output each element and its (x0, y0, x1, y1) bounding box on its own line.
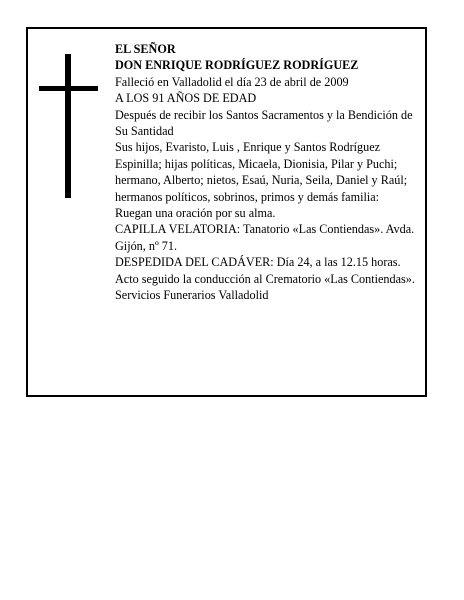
prayer-line: Ruegan una oración por su alma. (115, 206, 276, 221)
notice-text (115, 41, 421, 304)
chapel-paragraph: CAPILLA VELATORIA: Tanatorio «Las Contiendas». Avda. Gijón, nº 71. (115, 222, 415, 253)
death-date-line: Falleció en Valladolid el día 23 de abril de 2009 (115, 74, 349, 89)
funeral-services-line: Servicios Funerarios Valladolid (115, 288, 269, 303)
cross-icon (39, 54, 98, 198)
cross-vertical-bar (65, 54, 71, 198)
farewell-paragraph: DESPEDIDA DEL CADÁVER: Día 24, a las 12.15 horas. Acto seguido la conducción al Crematorio «Las Contiendas». (115, 255, 415, 286)
deceased-name: DON ENRIQUE RODRÍGUEZ RODRÍGUEZ (115, 58, 359, 73)
sacraments-paragraph: Después de recibir los Santos Sacramentos y la Bendición de Su Santidad (115, 107, 413, 139)
obituary-notice (26, 27, 427, 397)
cross-horizontal-bar (39, 86, 98, 91)
age-line: A LOS 91 AÑOS DE EDAD (115, 91, 257, 106)
family-paragraph: Sus hijos, Evaristo, Luis , Enrique y Santos Rodríguez Espinilla; hijas políticas, Micaela, Dionisia, Pilar y Puchi; hermano, Alberto; nietos, Esaú, Nuria, Seila, Daniel y Raúl; hermanos políticos, sobrinos, primos y demás familia: (115, 140, 408, 204)
deceased-title: EL SEÑOR (115, 42, 176, 56)
